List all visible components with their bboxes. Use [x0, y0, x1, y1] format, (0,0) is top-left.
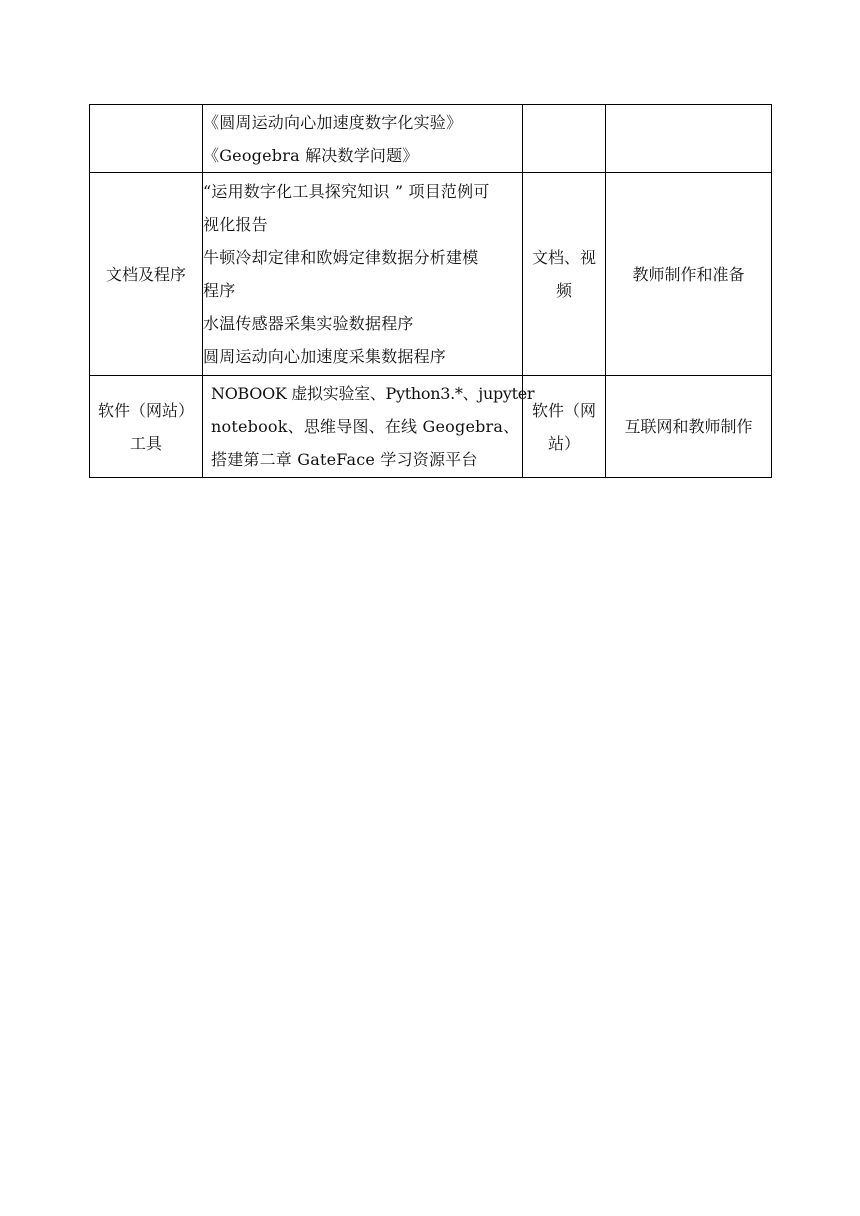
category-label: 软件（网站）: [97, 400, 194, 420]
content-line: 牛顿冷却定律和欧姆定律数据分析建模: [203, 248, 479, 267]
content-line: 圆周运动向心加速度采集数据程序: [203, 347, 447, 366]
category-cell: [90, 173, 203, 376]
format-line: 站）: [547, 433, 580, 453]
content-line: 程序: [203, 281, 236, 300]
category-label: 工具: [129, 433, 162, 453]
source-cell: [606, 173, 772, 376]
category-cell: [90, 105, 203, 173]
content-line: notebook、思维导图、在线 Geogebra、: [211, 417, 520, 436]
content-line: “运用数字化工具探究知识 ” 项目范例可: [203, 182, 490, 201]
table-row: [90, 376, 772, 478]
content-line: 《Geogebra 解决数学问题》: [203, 145, 419, 165]
source-line: 教师制作和准备: [632, 264, 745, 284]
content-cell: [203, 105, 523, 173]
content-cell: [203, 173, 523, 376]
content-cell: [203, 376, 535, 478]
format-line: 软件（网: [531, 400, 596, 420]
resource-table: [89, 104, 772, 478]
content-line: 搭建第二章 GateFace 学习资源平台: [211, 450, 478, 469]
category-label: 文档及程序: [105, 264, 186, 284]
content-line: 水温传感器采集实验数据程序: [203, 314, 414, 333]
format-cell: [523, 173, 606, 376]
table-row: [90, 173, 772, 376]
format-line: 文档、视: [531, 248, 596, 267]
format-cell: [523, 376, 606, 478]
source-cell: [606, 376, 772, 478]
source-line: 互联网和教师制作: [624, 417, 753, 436]
content-line: NOBOOK 虚拟实验室、Python3.*、jupyter: [211, 384, 535, 403]
source-cell: [606, 105, 772, 173]
table-row: [90, 105, 772, 173]
format-line: 频: [555, 281, 572, 300]
category-cell: [90, 376, 203, 478]
content-line: 视化报告: [203, 215, 268, 234]
content-line: 《圆周运动向心加速度数字化实验》: [203, 112, 463, 132]
format-cell: [523, 105, 606, 173]
